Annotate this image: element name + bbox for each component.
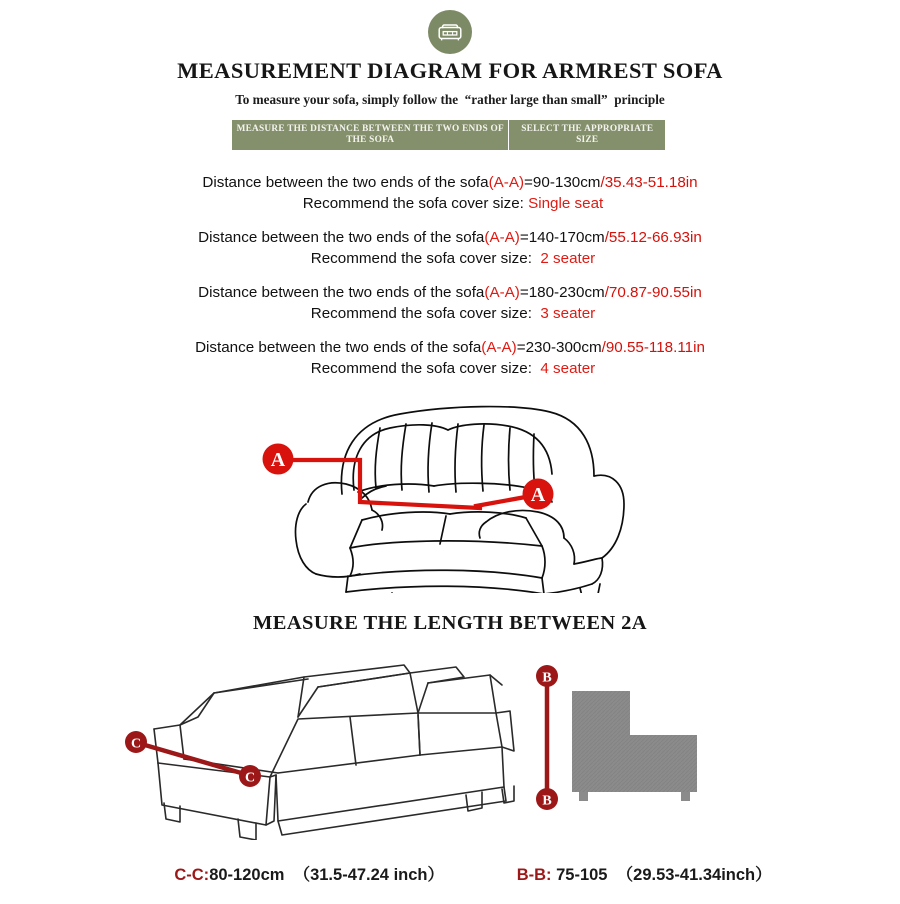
- measurement-distance-line: [0, 282, 900, 303]
- distance-slash: /: [601, 339, 606, 356]
- distance-prefix: Distance between the two ends of the sofa: [198, 229, 485, 246]
- sofa-icon: [437, 22, 463, 42]
- table-header-left: MEASURE THE DISTANCE BETWEEN THE TWO ENDS OF THE SOFA: [236, 123, 504, 145]
- sofa-diagram-cc: [118, 655, 518, 840]
- distance-cm: 140-170cm: [528, 229, 605, 246]
- distance-inch: 55.12-66.93in: [608, 229, 702, 246]
- caption-bb-value: 75-105 （29.53-41.34inch）: [551, 866, 772, 884]
- caption-bb-label: B-B:: [516, 866, 552, 884]
- sofa-bb-svg: [525, 658, 775, 838]
- distance-equals: =: [516, 339, 526, 356]
- sofa-aa-svg: [250, 398, 650, 593]
- measurement-distance-line: [0, 172, 900, 193]
- measurement-row: [0, 227, 900, 269]
- distance-equals: =: [524, 174, 533, 191]
- recommend-value: Single seat: [528, 195, 604, 212]
- measurement-distance-line: [0, 227, 900, 248]
- recommend-label: Recommend the sofa cover size:: [302, 195, 529, 212]
- distance-slash: /: [604, 284, 609, 301]
- measurement-recommend-line: [0, 193, 900, 214]
- measurement-distance-line: [0, 337, 900, 358]
- page-title: MEASUREMENT DIAGRAM FOR ARMREST SOFA: [177, 58, 723, 83]
- measurement-row: [0, 337, 900, 379]
- badge-container: [0, 10, 900, 54]
- distance-cm: 230-300cm: [525, 339, 602, 356]
- distance-code: (A-A): [484, 229, 520, 246]
- measurement-rows: [0, 172, 900, 392]
- table-header-bar: [232, 120, 665, 150]
- measurement-row: [0, 172, 900, 214]
- distance-prefix: Distance between the two ends of the sofa: [198, 284, 485, 301]
- sofa-diagram-bb: [525, 658, 775, 838]
- caption-cc-value: 80-120cm （31.5-47.24 inch）: [209, 866, 444, 884]
- distance-cm: 90-130cm: [532, 174, 601, 191]
- measurement-row: [0, 282, 900, 324]
- measurement-recommend-line: [0, 248, 900, 269]
- svg-text:B: B: [542, 670, 552, 686]
- recommend-value: 4 seater: [536, 360, 596, 377]
- sofa-leg-right: [681, 792, 690, 801]
- sofa-diagram-aa: [250, 398, 650, 593]
- distance-prefix: Distance between the two ends of the sofa: [195, 339, 482, 356]
- svg-text:B: B: [542, 793, 552, 809]
- svg-text:C: C: [130, 736, 142, 752]
- recommend-value: 3 seater: [536, 305, 596, 322]
- section-title: MEASURE THE LENGTH BETWEEN 2A: [253, 612, 647, 634]
- distance-slash: /: [600, 174, 605, 191]
- caption-cc: [120, 842, 480, 904]
- sofa-silhouette: [572, 691, 697, 792]
- distance-equals: =: [519, 284, 529, 301]
- caption-cc-label: C-C:: [174, 866, 210, 884]
- distance-inch: 90.55-118.11in: [605, 339, 705, 356]
- distance-inch: 35.43-51.18in: [604, 174, 698, 191]
- distance-equals: =: [519, 229, 529, 246]
- sofa-cc-svg: [118, 655, 518, 840]
- table-header-right: SELECT THE APPROPRIATE SIZE: [508, 120, 665, 150]
- measurement-recommend-line: [0, 358, 900, 379]
- caption-bb: [470, 842, 800, 904]
- recommend-label: Recommend the sofa cover size:: [310, 250, 537, 267]
- distance-cm: 180-230cm: [528, 284, 605, 301]
- page-subtitle: To measure your sofa, simply follow the “rather large than small” principle: [235, 92, 665, 107]
- distance-code: (A-A): [484, 284, 520, 301]
- distance-slash: /: [604, 229, 609, 246]
- sofa-leg-left: [579, 792, 588, 801]
- recommend-label: Recommend the sofa cover size:: [310, 305, 537, 322]
- svg-text:A: A: [270, 449, 286, 471]
- distance-code: (A-A): [481, 339, 517, 356]
- svg-text:A: A: [530, 484, 546, 506]
- sofa-badge: [428, 10, 472, 54]
- distance-inch: 70.87-90.55in: [608, 284, 702, 301]
- distance-code: (A-A): [488, 174, 525, 191]
- distance-prefix: Distance between the two ends of the sofa: [202, 174, 489, 191]
- recommend-value: 2 seater: [536, 250, 596, 267]
- measurement-recommend-line: [0, 303, 900, 324]
- recommend-label: Recommend the sofa cover size:: [310, 360, 537, 377]
- svg-text:C: C: [244, 770, 256, 786]
